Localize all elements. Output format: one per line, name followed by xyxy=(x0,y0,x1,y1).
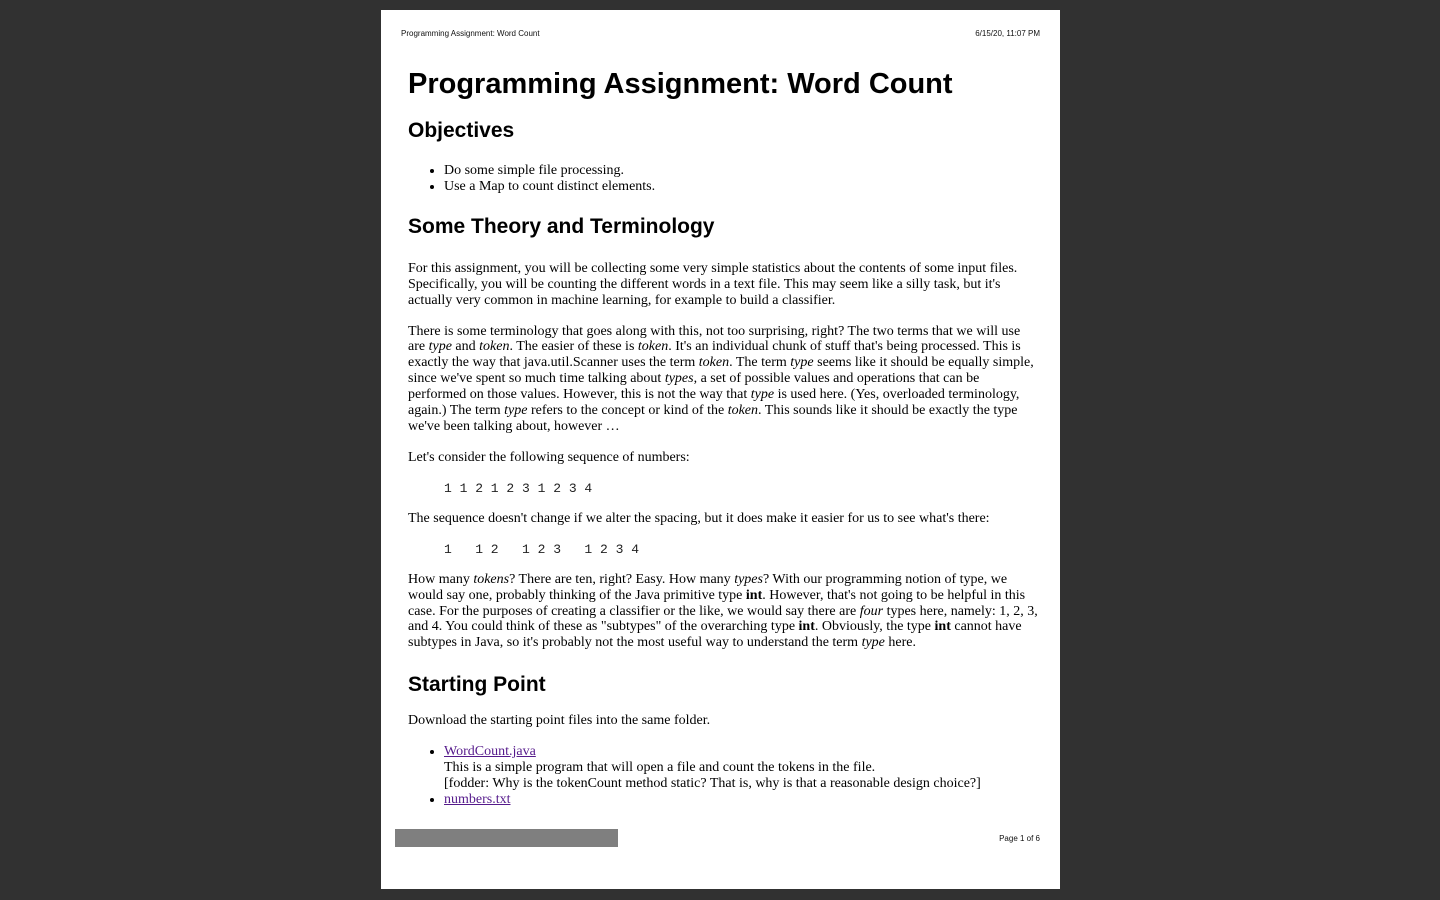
file-description: This is a simple program that will open a file and count the tokens in the file. xyxy=(444,760,876,776)
list-item xyxy=(444,744,1038,792)
print-header-title: Programming Assignment: Word Count xyxy=(401,29,540,38)
wordcount-java-link[interactable]: WordCount.java xyxy=(444,744,536,760)
file-note: [fodder: Why is the tokenCount method static? That is, why is that a reasonable design choice?] xyxy=(444,775,981,791)
horizontal-scrollbar[interactable] xyxy=(395,829,618,847)
theory-heading: Some Theory and Terminology xyxy=(408,214,715,238)
pdf-page xyxy=(381,10,1060,889)
objectives-list xyxy=(408,163,1038,195)
paragraph: The sequence doesn't change if we alter the spacing, but it does make it easier for us to see what's there: xyxy=(408,510,990,526)
numbers-txt-link[interactable]: numbers.txt xyxy=(444,791,511,807)
paragraph: Download the starting point files into the same folder. xyxy=(408,713,711,729)
page-number: Page 1 of 6 xyxy=(999,834,1040,843)
page-title: Programming Assignment: Word Count xyxy=(408,68,953,100)
print-header-date: 6/15/20, 11:07 PM xyxy=(975,29,1040,38)
document-content xyxy=(408,64,1038,808)
objectives-heading: Objectives xyxy=(408,119,515,142)
paragraph: Let's consider the following sequence of numbers: xyxy=(408,449,690,465)
paragraph: For this assignment, you will be collecting some very simple statistics about the contents of some input files. Specifically, you will be counting the different words in a text file. This may seem like a silly task, but it's actually very common in machine learning, for example to build a classifier. xyxy=(408,260,1018,308)
list-item: • Do some simple file processing. xyxy=(444,163,1038,179)
paragraph: There is some terminology that goes along with this, not too surprising, right? The two terms that we will use are type and token. The easier of these is token. It's an individual chunk of stuff that's being processed. This is exactly the way that java.util.Scanner uses the term token. The term type seems like it should be equally simple, since we've spent so much time talking about types, a set of possible values and operations that can be performed on those values. However, this is not the way that type is used here. (Yes, overloaded terminology, again.) The term type refers to the concept or kind of the token. This sounds like it should be exactly the type we've been talking about, however … xyxy=(408,323,1034,434)
starting-point-heading: Starting Point xyxy=(408,673,546,697)
file-list xyxy=(408,744,1038,808)
number-sequence: 1 1 2 1 2 3 1 2 3 4 xyxy=(444,480,593,496)
list-item xyxy=(444,792,1038,808)
list-item: • Use a Map to count distinct elements. xyxy=(444,179,1038,195)
number-sequence-spaced: 1 1 2 1 2 3 1 2 3 4 xyxy=(444,541,640,557)
paragraph: How many tokens? There are ten, right? Easy. How many types? With our programming notion of type, we would say one, probably thinking of the Java primitive type int. However, that's not going to be helpful in this case. For the purposes of creating a classifier or the like, we would say there are four types here, namely: 1, 2, 3, and 4. You could think of these as "subtypes" of the overarching type int. Obviously, the type int cannot have subtypes in Java, so it's probably not the most useful way to understand the term type here. xyxy=(408,571,1038,651)
